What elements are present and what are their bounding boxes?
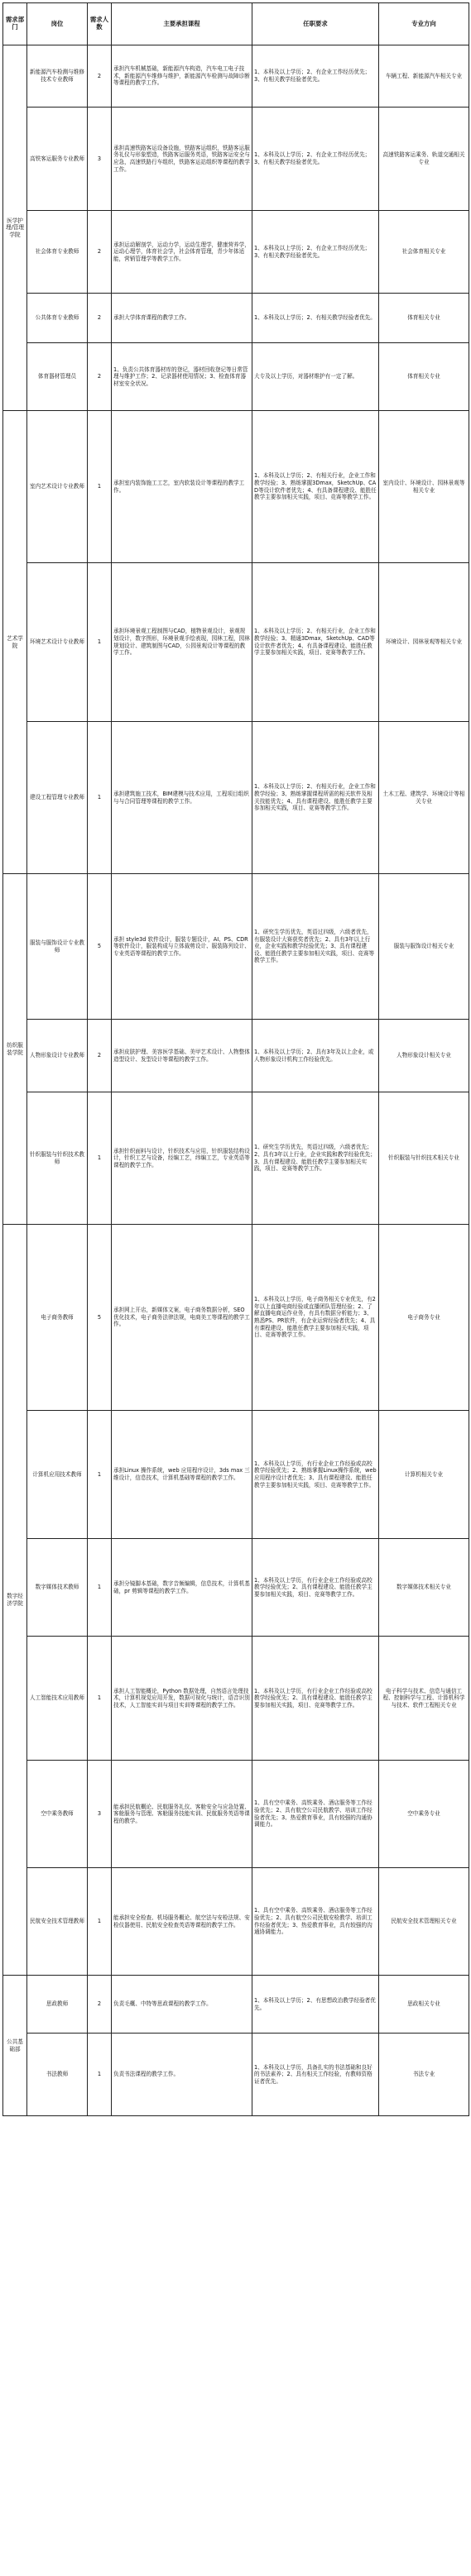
table-row xyxy=(3,1539,469,1637)
major-cell: 书法专业 xyxy=(379,2034,469,2116)
dept-cell: 数字经济学院 xyxy=(3,1225,27,1976)
table-row xyxy=(3,1411,469,1539)
major-cell: 思政相关专业 xyxy=(379,1976,469,2034)
num-cell: 1 xyxy=(88,2034,112,2116)
req-cell: 1、本科及以上学历；2、有相关教学经验者优先。 xyxy=(252,294,379,343)
table-row xyxy=(3,1976,469,2034)
table-row xyxy=(3,343,469,411)
major-cell: 车辆工程、新能源汽车相关专业 xyxy=(379,45,469,108)
post-cell: 电子商务教师 xyxy=(27,1225,88,1411)
header-req: 任职要求 xyxy=(252,3,379,45)
courses-cell: 承担Linux 操作系统，web 应用程序设计，3ds max 三维设计，信息技术，计算机基础等课程的教学工作。 xyxy=(112,1411,252,1539)
post-cell: 数字媒体技术教师 xyxy=(27,1539,88,1637)
courses-cell: 承担大学体育课程的教学工作。 xyxy=(112,294,252,343)
post-cell: 体育器材管理员 xyxy=(27,343,88,411)
req-cell: 1、具有空中乘务、高铁乘务、酒店服务等工作经验优先；2、具有航空公司民航教学、培训工作经验者优先；3、热爱教育事业，具有较强的沟通协调能力。 xyxy=(252,1761,379,1868)
num-cell: 2 xyxy=(88,343,112,411)
post-cell: 新能源汽车检测与维修技术专业教师 xyxy=(27,45,88,108)
courses-cell: 承担分镜脚本基础，数字音频编辑，信息技术，计算机基础，pr 剪辑等课程的教学工作。 xyxy=(112,1539,252,1637)
dept-cell: 艺术学院 xyxy=(3,411,27,874)
table-row xyxy=(3,294,469,343)
major-cell: 电子商务专业 xyxy=(379,1225,469,1411)
num-cell: 3 xyxy=(88,108,112,211)
courses-cell: 能承担安全检查、机场服务概论、航空法与安检法规、安检仪器使用、民航安全检查英语等课程的教学工作。 xyxy=(112,1868,252,1976)
req-cell: 1、本科及以上学历；2、有企业工作经历优先；3、有相关教学经验者优先。 xyxy=(252,211,379,294)
post-cell: 社会体育专业教师 xyxy=(27,211,88,294)
req-cell: 1、本科及以上学历；2、有相关行业，企业工作和教学经验；3、精通3Dmax，SketchUp、CAD等设计软件者优先；4、有具备课程建设、能胜任教学主要参加相关实践，项目、竞赛等教学工作。 xyxy=(252,563,379,722)
header-post: 岗位 xyxy=(27,3,88,45)
table-row xyxy=(3,722,469,874)
req-cell: 1、本科及以上学历；2、有相关行业，企业工作和教学经验；3、熟练掌握3Dmax，SketchUp、CAD等设计软件者优先；4、有具备课程建设、能胜任教学主要参加相关实践，项目、竞赛等教学工作。 xyxy=(252,411,379,563)
req-cell: 1、本科及以上学历，具备扎实的书法基础和良好的书法素养；2、具有相关工作经验，有教师资格证者优先。 xyxy=(252,2034,379,2116)
major-cell: 体育相关专业 xyxy=(379,294,469,343)
major-cell: 针织服装与针织技术相关专业 xyxy=(379,1092,469,1225)
table-header-row xyxy=(3,3,469,45)
major-cell: 环境设计、园林景观等相关专业 xyxy=(379,563,469,722)
req-cell: 1、本科及以上学历；2、有相关行业，企业工作和教学经验；3、熟练掌握课程所需的相关软件及相关技能优先；4、具有课程建设、能胜任教学主要参加相关实践，项目、竞赛等教学工作。 xyxy=(252,722,379,874)
num-cell: 3 xyxy=(88,1761,112,1868)
major-cell: 服装与服饰设计相关专业 xyxy=(379,874,469,1020)
num-cell: 1 xyxy=(88,563,112,722)
courses-cell: 承担环境景观工程制图与CAD，植物景观设计，景观规划设计，数字图形，环境景观手绘表现，园林工程，园林规划设计、建筑制图与CAD，公园景观设计等课程的教学工作。 xyxy=(112,563,252,722)
post-cell: 建设工程管理专业教师 xyxy=(27,722,88,874)
table-row xyxy=(3,45,469,108)
req-cell: 1、本科及以上学历，有行业企业工作经验或高校教学经验优先；2、熟练掌握Linux操作系统，web 应用程序设计者优先；3、具有课程建设、能胜任教学主要参加相关实践，项目、竞赛等教学工作。 xyxy=(252,1411,379,1539)
courses-cell: 承担建筑施工技术，BIM建模与技术应用，工程项目组织与与合同管理等课程的教学工作。 xyxy=(112,722,252,874)
num-cell: 5 xyxy=(88,874,112,1020)
courses-cell: 承担人工智能概论，Python 数据处理，自然语言处理技术，计算机视觉应用开发，数据可视化与统计，语音识别技术，人工智能实训与项目实训等课程的教学工作。 xyxy=(112,1637,252,1761)
num-cell: 2 xyxy=(88,1976,112,2034)
post-cell: 人工智能技术应用教师 xyxy=(27,1637,88,1761)
courses-cell: 承担网上开店，新媒体文案，电子商务数据分析，SEO 优化技术，电子商务法律法规，电商美工等课程的教学工作。 xyxy=(112,1225,252,1411)
table-row xyxy=(3,1225,469,1411)
courses-cell: 承担针织面料与设计，针织技术与应用，针织服装结构设计，针织工艺与设备，经编工艺，纬编工艺，专业英语等课程的教学工作。 xyxy=(112,1092,252,1225)
header-courses: 主要承担课程 xyxy=(112,3,252,45)
courses-cell: 1、负责公共体育器材库的登记，器材回收登记等日常管理与维护工作；2、记录器材使用情况；3、检查体育器材室安全状况。 xyxy=(112,343,252,411)
courses-cell: 承担运动解剖学，运动力学，运动生理学，健康营养学，运动心理学，体育社会学，社会体育管理，青少年体适能，营销管理学等教学工作。 xyxy=(112,211,252,294)
table-row xyxy=(3,1868,469,1976)
req-cell: 1、本科及以上学历，有行业企业工作经验或高校教学经验优先；2、具有课程建设、能胜任教学主要参加相关实践，项目、竞赛等教学工作。 xyxy=(252,1539,379,1637)
num-cell: 2 xyxy=(88,211,112,294)
post-cell: 民航安全技术管理教师 xyxy=(27,1868,88,1976)
req-cell: 大专及以上学历，对器材维护有一定了解。 xyxy=(252,343,379,411)
num-cell: 1 xyxy=(88,1637,112,1761)
major-cell: 高速铁路客运乘务、轨道交通相关专业 xyxy=(379,108,469,211)
table-row xyxy=(3,563,469,722)
req-cell: 1、研究生学历优先，英语过四级，六级者优先，有服装设计大赛获奖者优先；2、具有3年以上行业，企业实践和教学经验优先；3、具有课程建设、能胜任教学主要参加相关实践，项目、竞赛等教学工作。 xyxy=(252,874,379,1020)
major-cell: 室内设计、环境设计、园林景观等相关专业 xyxy=(379,411,469,563)
major-cell: 计算机相关专业 xyxy=(379,1411,469,1539)
num-cell: 1 xyxy=(88,1539,112,1637)
num-cell: 1 xyxy=(88,722,112,874)
num-cell: 5 xyxy=(88,1225,112,1411)
major-cell: 民航安全技术管理相关专业 xyxy=(379,1868,469,1976)
post-cell: 空中乘务教师 xyxy=(27,1761,88,1868)
num-cell: 2 xyxy=(88,1020,112,1092)
num-cell: 2 xyxy=(88,45,112,108)
num-cell: 1 xyxy=(88,1411,112,1539)
major-cell: 社会体育相关专业 xyxy=(379,211,469,294)
courses-cell: 承担高速铁路客运设备设施，铁路客运组织，铁路客运服务礼仪与形象塑造，铁路客运服务英语，铁路客运安全与应急，高速铁路行车组织，铁路客运站组织等课程的教学工作。 xyxy=(112,108,252,211)
table-row xyxy=(3,211,469,294)
table-row xyxy=(3,1637,469,1761)
courses-cell: 负责毛概、中特等思政课程的教学工作。 xyxy=(112,1976,252,2034)
table-row xyxy=(3,411,469,563)
major-cell: 数字媒体技术相关专业 xyxy=(379,1539,469,1637)
req-cell: 1、本科及以上学历；2、具有3年及以上企业，或人物形象设计机构工作经验优先。 xyxy=(252,1020,379,1092)
courses-cell: 承担 style3d 软件设计，服装专题设计，AI、PS、CDR 等软件设计，服装构成与立体裁剪设计、服装陈列设计、专业英语等课程的教学工作。 xyxy=(112,874,252,1020)
req-cell: 1、本科及以上学历；2、有企业工作经历优先；3、有相关教学经验者优先。 xyxy=(252,108,379,211)
post-cell: 计算机应用技术教师 xyxy=(27,1411,88,1539)
dept-cell: 纺织服装学院 xyxy=(3,874,27,1225)
post-cell: 服装与服饰设计专业教师 xyxy=(27,874,88,1020)
post-cell: 室内艺术设计专业教师 xyxy=(27,411,88,563)
num-cell: 1 xyxy=(88,1868,112,1976)
header-dept: 需求部门 xyxy=(3,3,27,45)
post-cell: 公共体育专业教师 xyxy=(27,294,88,343)
req-cell: 1、本科及以上学历；2、有思想政治教学经验者优先。 xyxy=(252,1976,379,2034)
req-cell: 1、本科及以上学历；2、有企业工作经历优先；3、有相关教学经验者优先。 xyxy=(252,45,379,108)
header-major: 专业方向 xyxy=(379,3,469,45)
table-row xyxy=(3,1020,469,1092)
major-cell: 体育相关专业 xyxy=(379,343,469,411)
header-num: 需求人数 xyxy=(88,3,112,45)
dept-cell: 公共基础部 xyxy=(3,1976,27,2116)
post-cell: 环境艺术设计专业教师 xyxy=(27,563,88,722)
table-row xyxy=(3,108,469,211)
num-cell: 2 xyxy=(88,294,112,343)
req-cell: 1、研究生学历优先，英语过四级，六级者优先；2、具有3年以上行业，企业实践和教学经验优先；3、具有课程建设、能胜任教学主要参加相关实践，项目、竞赛等教学工作。 xyxy=(252,1092,379,1225)
recruitment-table xyxy=(2,2,469,2116)
table-row xyxy=(3,874,469,1020)
table-row xyxy=(3,1761,469,1868)
courses-cell: 负责书法课程的教学工作。 xyxy=(112,2034,252,2116)
major-cell: 电子科学与技术、信息与通信工程、控制科学与工程、计算机科学与技术、软件工程相关专业 xyxy=(379,1637,469,1761)
num-cell: 1 xyxy=(88,1092,112,1225)
courses-cell: 承担汽车机械基础，新能源汽车构造，汽车电工电子技术，新能源汽车维修与维护，新能源汽车检测与故障诊断等课程的教学工作。 xyxy=(112,45,252,108)
table-row xyxy=(3,1092,469,1225)
courses-cell: 承担皮肤护理、美容医学基础、美甲艺术设计、人物整体造型设计、发型设计等课程的教学工作。 xyxy=(112,1020,252,1092)
table-row xyxy=(3,2034,469,2116)
post-cell: 高铁客运服务专业教师 xyxy=(27,108,88,211)
major-cell: 土木工程、建筑学、环境设计等相关专业 xyxy=(379,722,469,874)
post-cell: 人物形象设计专业教师 xyxy=(27,1020,88,1092)
req-cell: 1、本科及以上学历，电子商务相关专业优先，有2年以上直播电商经验或直播团队管理经验；2、了解直播电商运作业务，有具有数据分析能力；3、熟悉PS、PR软件，有企业运营经验者优先；4、具有课程建设、能胜任教学主要参加相关实践，项目、竞赛等教学工作。 xyxy=(252,1225,379,1411)
post-cell: 思政教师 xyxy=(27,1976,88,2034)
req-cell: 1、本科及以上学历，有行业企业工作经验或高校教学经验优先；2、具有课程建设、能胜任教学主要参加相关实践，项目、竞赛等教学工作。 xyxy=(252,1637,379,1761)
courses-cell: 承担室内装饰施工工艺，室内软装设计等课程的教学工作。 xyxy=(112,411,252,563)
courses-cell: 能承担民航概论、民航服务礼仪、客舱安全与应急处置、客舱服务与管理、客舱服务技能实训、民航服务英语等课程的教学。 xyxy=(112,1761,252,1868)
major-cell: 人物形象设计相关专业 xyxy=(379,1020,469,1092)
num-cell: 1 xyxy=(88,411,112,563)
req-cell: 1、具有空中乘务、高铁乘务、酒店服务等工作经验优先；2、具有航空公司民航安检教学、培训工作经验者优先；3、热爱教育事业，具有较强的沟通协调能力。 xyxy=(252,1868,379,1976)
post-cell: 书法教师 xyxy=(27,2034,88,2116)
post-cell: 针织服装与针织技术教师 xyxy=(27,1092,88,1225)
dept-cell: 医学护理/管理学院 xyxy=(3,45,27,411)
major-cell: 空中乘务专业 xyxy=(379,1761,469,1868)
